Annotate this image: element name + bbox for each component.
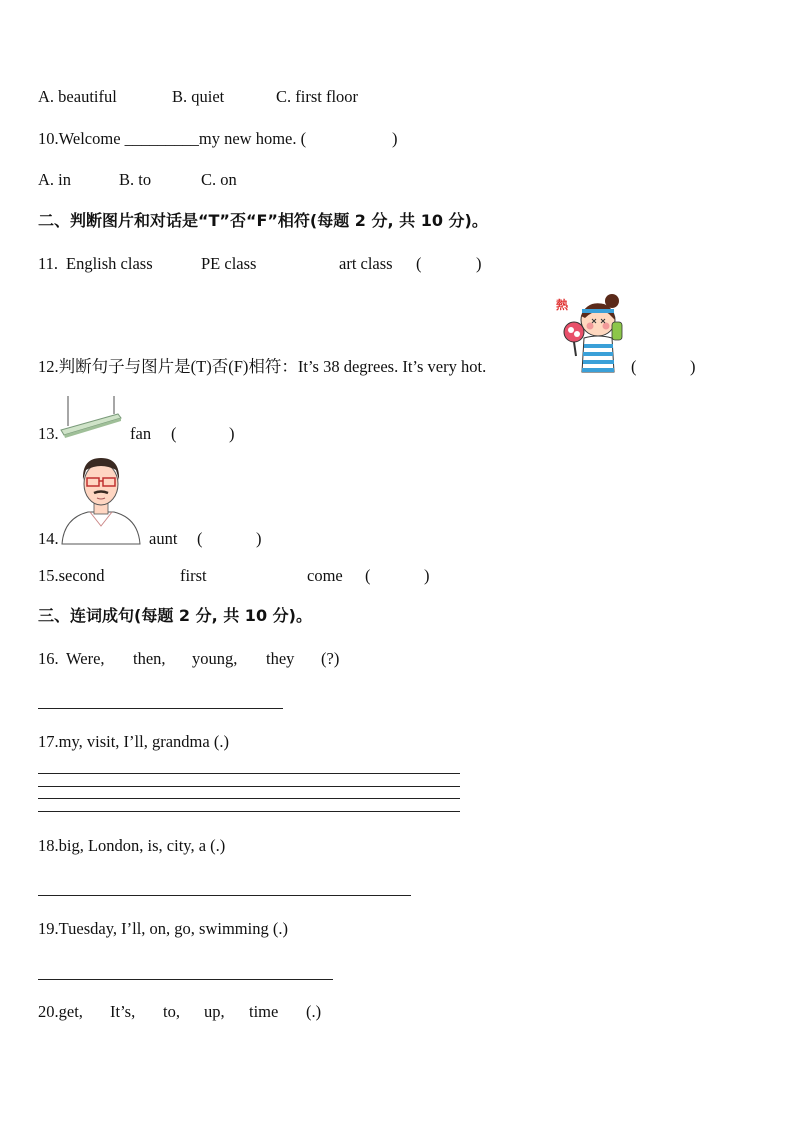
q17-answer-line-1[interactable]: [38, 773, 460, 774]
q11-word-1: English class: [66, 254, 153, 273]
q15-answer-open: (: [365, 566, 371, 585]
q10-option-c: C. on: [201, 170, 237, 189]
q11-number: 11.: [38, 254, 59, 273]
section-3-title: 三、连词成句(每题 2 分, 共 10 分)。: [38, 606, 312, 625]
q20-word-1: 20.get,: [38, 1002, 83, 1021]
q17-answer-line-3[interactable]: [38, 798, 460, 799]
q10-answer-close: ): [392, 129, 398, 148]
q14-answer-open: (: [197, 529, 203, 548]
q20-word-5: time: [249, 1002, 279, 1021]
q17-answer-line-4[interactable]: [38, 811, 460, 812]
q15-word-1: 15.second: [38, 566, 105, 585]
q15-answer-close: ): [424, 566, 430, 585]
q9-option-a: A. beautiful: [38, 87, 117, 106]
q12-answer-close: ): [690, 357, 696, 376]
q16-number: 16.: [38, 649, 59, 668]
tube-light-picture: [58, 394, 124, 440]
q10-option-b: B. to: [119, 170, 152, 189]
hot-girl-picture: [554, 292, 626, 374]
q13-number: 13.: [38, 424, 59, 443]
q9-options: [38, 87, 117, 107]
q10-text: 10.Welcome _________my new home. (: [38, 129, 307, 148]
q13-answer-close: ): [229, 424, 235, 443]
q18-answer-line[interactable]: [38, 895, 411, 896]
q16-word-4: they: [266, 649, 295, 668]
q9-option-c: C. first floor: [276, 87, 359, 106]
q20-word-6: (.): [306, 1002, 322, 1021]
q12-text: 12.判断句子与图片是(T)否(F)相符：It’s 38 degrees. It’s very hot.: [38, 357, 487, 376]
q14-number: 14.: [38, 529, 59, 548]
q10-option-a: A. in: [38, 170, 71, 189]
q14-answer-close: ): [256, 529, 262, 548]
q14-word: aunt: [149, 529, 178, 548]
q18-text: 18.big, London, is, city, a (.): [38, 836, 226, 855]
q11-word-2: PE class: [201, 254, 257, 273]
q19-text: 19.Tuesday, I’ll, on, go, swimming (.): [38, 919, 288, 938]
q9-option-b: B. quiet: [172, 87, 225, 106]
man-with-glasses-picture: [60, 452, 142, 546]
q11-answer-open: (: [416, 254, 422, 273]
q20-word-2: It’s,: [110, 1002, 136, 1021]
q17-text: 17.my, visit, I’ll, grandma (.): [38, 732, 229, 751]
q16-word-2: then,: [133, 649, 166, 668]
q20-word-3: to,: [163, 1002, 180, 1021]
q16-word-3: young,: [192, 649, 238, 668]
q15-word-3: come: [307, 566, 343, 585]
q11-word-3: art class: [339, 254, 393, 273]
q19-answer-line[interactable]: [38, 979, 333, 980]
q13-answer-open: (: [171, 424, 177, 443]
q17-answer-line-2[interactable]: [38, 786, 460, 787]
q16-word-5: (?): [321, 649, 340, 668]
q16-answer-line[interactable]: [38, 708, 283, 709]
section-2-title: 二、判断图片和对话是“T”否“F”相符(每题 2 分, 共 10 分)。: [38, 211, 488, 230]
q20-word-4: up,: [204, 1002, 225, 1021]
hot-sign-text: 熱: [556, 298, 569, 312]
q12-answer-open: (: [631, 357, 637, 376]
q11-answer-close: ): [476, 254, 482, 273]
q15-word-2: first: [180, 566, 207, 585]
q13-word: fan: [130, 424, 152, 443]
q16-word-1: Were,: [66, 649, 105, 668]
